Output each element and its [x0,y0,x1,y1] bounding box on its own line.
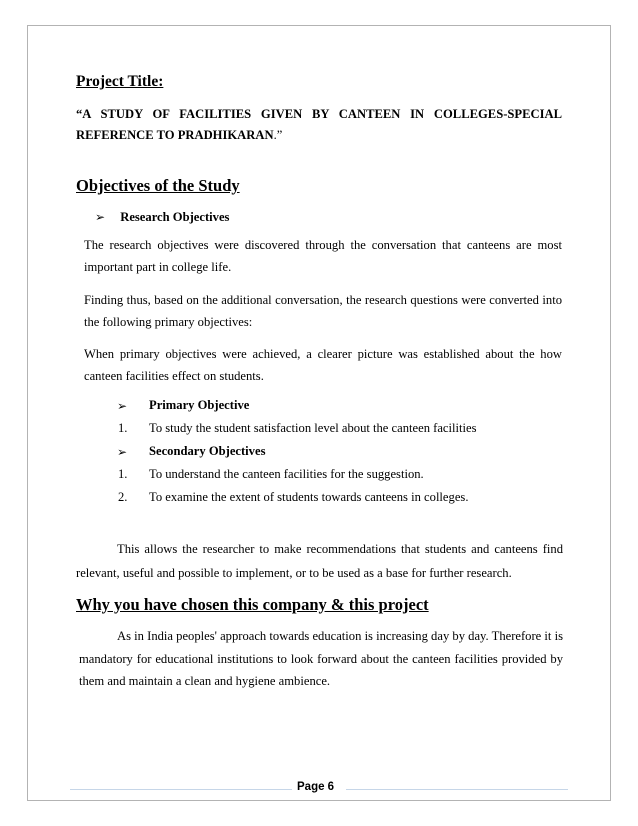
paragraph-1-line-2: important part in college life. [84,260,232,274]
project-title-heading: Project Title: [76,73,164,90]
project-title-line-2-end: .” [273,128,283,142]
primary-objective-label: Primary Objective [149,398,250,412]
why-paragraph-line-3: them and maintain a clean and hygiene ambience. [79,674,331,688]
secondary-item-2-number: 2. [118,490,128,504]
objectives-heading: Objectives of the Study [76,176,240,195]
project-title-line-1: “A STUDY OF FACILITIES GIVEN BY CANTEEN IN COLLEGES-SPECIAL [76,107,562,121]
research-objectives-label: Research Objectives [120,210,230,224]
page-number: Page 6 [297,781,335,793]
paragraph-3-line-1: When primary objectives were achieved, a clearer picture was established about the how [84,347,562,361]
why-paragraph-line-1: As in India peoples' approach towards education is increasing day by day. Therefore it is [117,629,563,643]
footer-divider-right [346,789,568,790]
research-objectives-item [95,210,229,225]
closing-paragraph-line-1: This allows the researcher to make recommendations that students and canteens find [117,542,563,556]
secondary-item-1-number: 1. [118,467,128,481]
project-title-line-2-main: REFERENCE TO PRADHIKARAN [76,128,274,142]
closing-paragraph-line-2: relevant, useful and possible to implement, or to be used as a base for further research. [76,566,512,580]
paragraph-3-line-2: canteen facilities effect on students. [84,369,264,383]
primary-arrow-bullet-icon: ➢ [117,399,128,413]
arrow-bullet-icon: ➢ [95,210,106,224]
primary-item-1-number: 1. [118,421,128,435]
project-title-line-2 [76,125,282,146]
paragraph-2-line-1: Finding thus, based on the additional conversation, the research questions were converted into [84,293,562,307]
secondary-arrow-bullet-icon: ➢ [117,445,128,459]
paragraph-1-line-1: The research objectives were discovered through the conversation that canteens are most [84,238,562,252]
paragraph-2-line-2: the following primary objectives: [84,315,253,329]
footer-divider-left [70,789,292,790]
secondary-item-2-text: To examine the extent of students towards canteens in colleges. [149,490,469,504]
why-heading: Why you have chosen this company & this project [76,595,429,614]
primary-item-1-text: To study the student satisfaction level about the canteen facilities [149,421,477,435]
why-paragraph-line-2: mandatory for educational institutions to look forward about the canteen facilities provided by [79,652,563,666]
secondary-item-1-text: To understand the canteen facilities for the suggestion. [149,467,424,481]
secondary-objectives-label: Secondary Objectives [149,444,266,458]
